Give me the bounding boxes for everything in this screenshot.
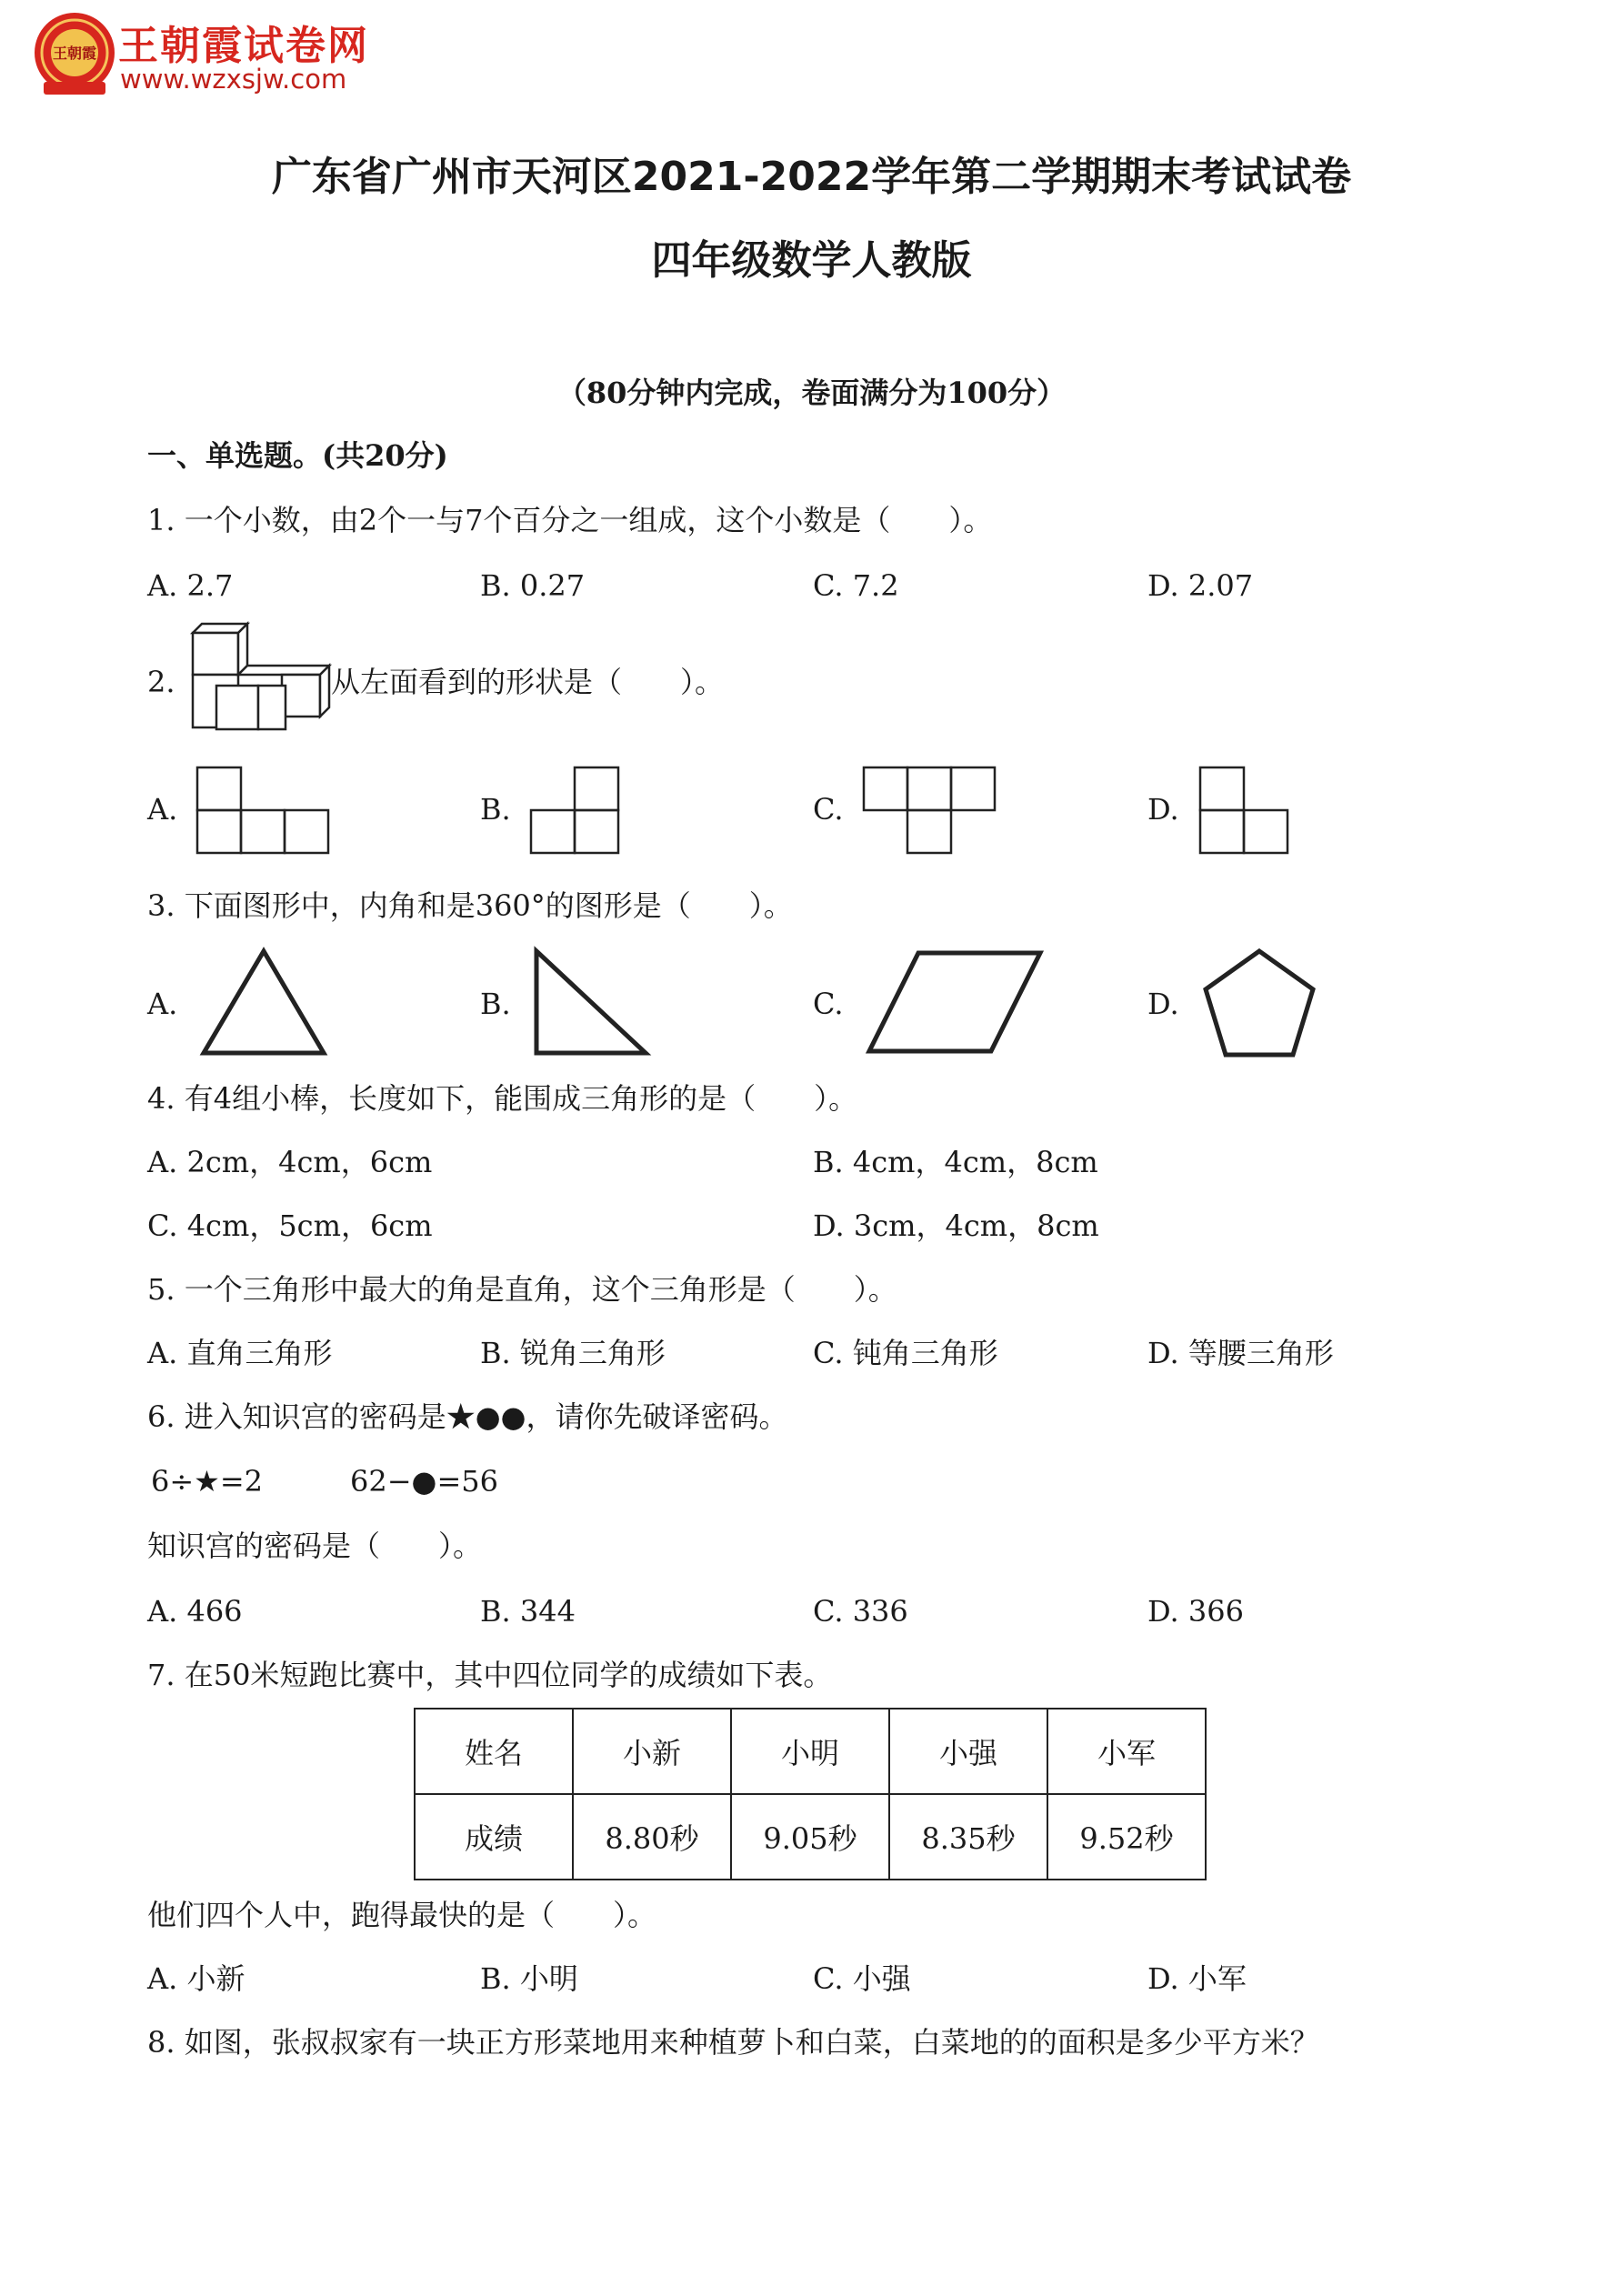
- page-subtitle: 四年级数学人教版: [651, 237, 972, 284]
- site-logo: [27, 7, 409, 107]
- q3-pentagon-figure[interactable]: [1198, 946, 1320, 1064]
- q2-option-c[interactable]: C.: [813, 792, 844, 827]
- table-cell: 小明: [731, 1709, 889, 1794]
- table-cell: 小新: [573, 1709, 731, 1794]
- q6-option-d[interactable]: D. 366: [1147, 1594, 1244, 1629]
- table-cell: 小强: [889, 1709, 1047, 1794]
- q1-option-a[interactable]: A. 2.7: [147, 568, 234, 603]
- page-title: 广东省广州市天河区2021-2022学年第二学期期末考试试卷: [271, 154, 1352, 200]
- question-2-stem: 从左面看到的形状是（ ）。: [331, 665, 725, 699]
- table-cell: 成绩: [415, 1794, 573, 1880]
- q3-triangle-figure[interactable]: [198, 946, 329, 1058]
- q7-option-b[interactable]: B. 小明: [480, 1961, 578, 1996]
- exam-note: （80分钟内完成，卷面满分为100分）: [556, 376, 1067, 410]
- q6-equation-1: 6÷★=2: [151, 1464, 264, 1499]
- brand-url[interactable]: www.wzxsjw.com: [120, 64, 347, 95]
- seal-text: 王朝霞: [53, 45, 97, 62]
- question-2-number: 2.: [147, 665, 175, 699]
- question-5-stem: 5. 一个三角形中最大的角是直角，这个三角形是（ ）。: [147, 1272, 897, 1307]
- question-7-stem: 7. 在50米短跑比赛中，其中四位同学的成绩如下表。: [147, 1658, 833, 1692]
- section-heading: 一、单选题。(共20分): [147, 438, 448, 473]
- q5-option-c[interactable]: C. 钝角三角形: [813, 1336, 998, 1370]
- q5-option-d[interactable]: D. 等腰三角形: [1147, 1336, 1334, 1370]
- table-cell: 姓名: [415, 1709, 573, 1794]
- q4-option-a[interactable]: A. 2cm，4cm，6cm: [147, 1145, 433, 1179]
- q2-option-b-figure[interactable]: [529, 766, 622, 857]
- question-4-stem: 4. 有4组小棒，长度如下，能围成三角形的是（ ）。: [147, 1081, 858, 1116]
- table-header-row: [415, 1709, 1206, 1794]
- q4-option-d[interactable]: D. 3cm，4cm，8cm: [813, 1208, 1099, 1243]
- q3-option-d[interactable]: D.: [1147, 987, 1179, 1021]
- table-cell: 9.52秒: [1047, 1794, 1206, 1880]
- q7-question: 他们四个人中，跑得最快的是（ ）。: [147, 1898, 657, 1932]
- q4-option-b[interactable]: B. 4cm，4cm，8cm: [813, 1145, 1098, 1179]
- question-1-stem: 1. 一个小数，由2个一与7个百分之一组成，这个小数是（ ）。: [147, 503, 993, 537]
- table-cell: 9.05秒: [731, 1794, 889, 1880]
- q7-option-c[interactable]: C. 小强: [813, 1961, 911, 1996]
- cube-stack-figure: [191, 622, 332, 740]
- results-table: [414, 1708, 1207, 1880]
- brand-name: 王朝霞试卷网: [118, 23, 369, 69]
- q3-option-a[interactable]: A.: [147, 987, 178, 1021]
- q3-right-triangle-figure[interactable]: [529, 946, 651, 1058]
- table-cell: 8.35秒: [889, 1794, 1047, 1880]
- q7-option-a[interactable]: A. 小新: [147, 1961, 245, 1996]
- q2-option-a-figure[interactable]: [195, 766, 332, 857]
- question-8-stem: 8. 如图，张叔叔家有一块正方形菜地用来种植萝卜和白菜，白菜地的的面积是多少平方米？: [147, 2025, 1319, 2060]
- q2-option-d[interactable]: D.: [1147, 792, 1179, 827]
- table-row: [415, 1794, 1206, 1880]
- question-3-stem: 3. 下面图形中，内角和是360°的图形是（ ）。: [147, 888, 793, 923]
- q1-option-b[interactable]: B. 0.27: [480, 568, 586, 603]
- q3-option-b[interactable]: B.: [480, 987, 511, 1021]
- q6-option-b[interactable]: B. 344: [480, 1594, 576, 1629]
- q6-option-c[interactable]: C. 336: [813, 1594, 908, 1629]
- q5-option-b[interactable]: B. 锐角三角形: [480, 1336, 666, 1370]
- q5-option-a[interactable]: A. 直角三角形: [147, 1336, 333, 1370]
- q2-option-b[interactable]: B.: [480, 792, 511, 827]
- q6-question: 知识宫的密码是（ ）。: [147, 1529, 483, 1563]
- table-cell: 小军: [1047, 1709, 1206, 1794]
- q6-option-a[interactable]: A. 466: [147, 1594, 243, 1629]
- q1-option-c[interactable]: C. 7.2: [813, 568, 899, 603]
- q2-option-a[interactable]: A.: [147, 792, 178, 827]
- q2-option-d-figure[interactable]: [1198, 766, 1291, 857]
- q4-option-c[interactable]: C. 4cm，5cm，6cm: [147, 1208, 433, 1243]
- q3-option-c[interactable]: C.: [813, 987, 844, 1021]
- q6-equation-2: 62−●=56: [350, 1464, 498, 1499]
- q2-option-c-figure[interactable]: [862, 766, 998, 857]
- q3-parallelogram-figure[interactable]: [862, 946, 1044, 1058]
- q1-option-d[interactable]: D. 2.07: [1147, 568, 1254, 603]
- question-6-stem: 6. 进入知识宫的密码是★●●，请你先破译密码。: [147, 1399, 788, 1434]
- q7-option-d[interactable]: D. 小军: [1147, 1961, 1247, 1996]
- table-cell: 8.80秒: [573, 1794, 731, 1880]
